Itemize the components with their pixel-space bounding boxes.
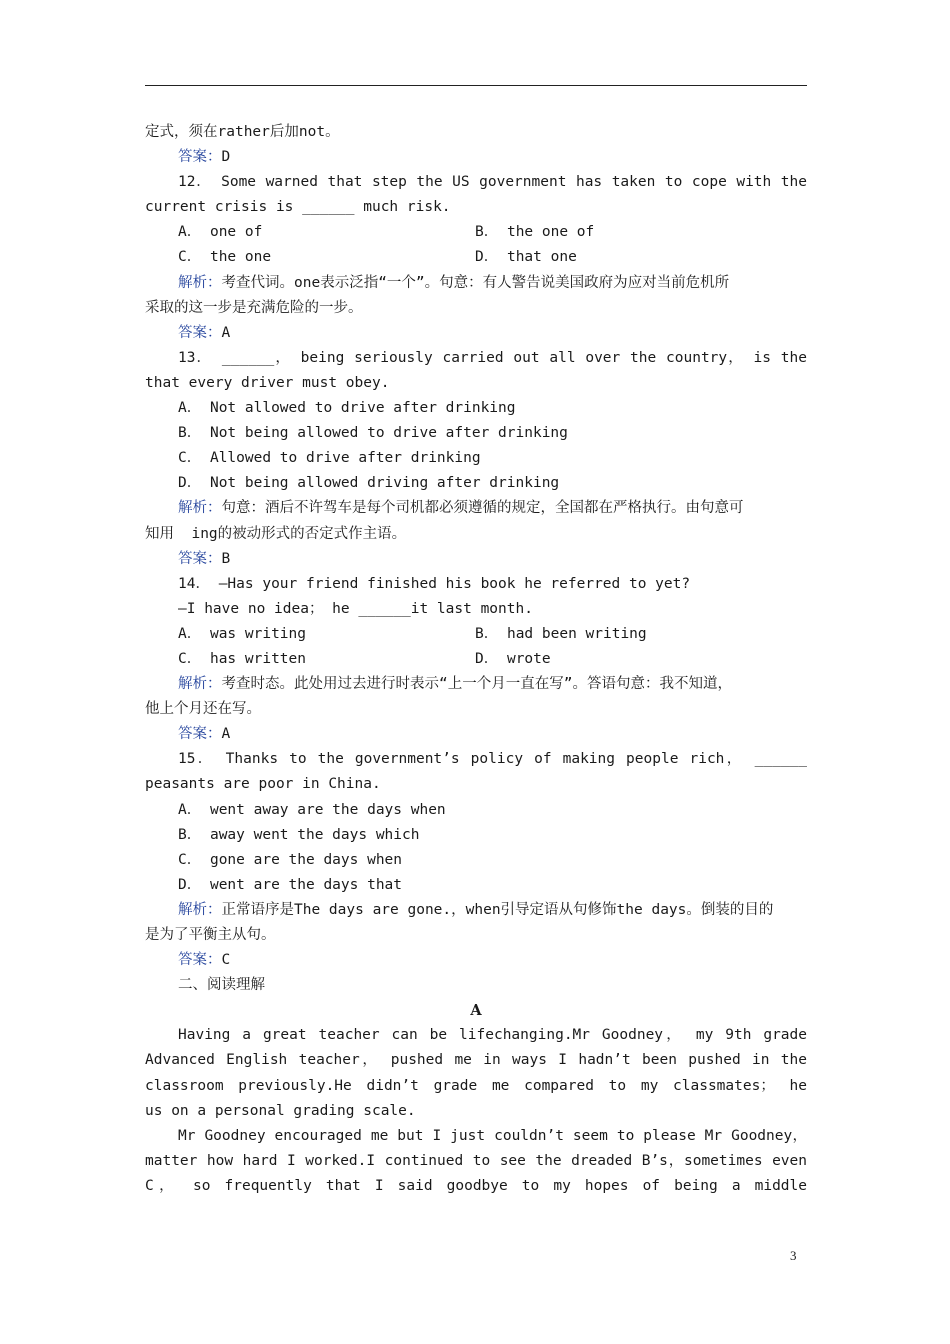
text-line: 14． —Has your friend finished his book he referred to yet? [178,575,691,592]
text-line: C． gone are the days when [178,851,403,868]
answer-line [145,948,807,973]
text-line: 12． Some warned that step the US government has taken to cope with the [178,174,807,191]
answer-label: 解析： [178,676,222,693]
section-heading: A [470,1002,482,1020]
answer-label: 答案： [178,726,222,743]
text-line: peasants are poor in China. [145,776,381,793]
text-line: A． went away are the days when [178,801,446,818]
answer-line [145,496,807,521]
answer-text: 考查时态。此处用过去进行时表示“上一个月一直在写”。答语句意：我不知道， [221,676,732,693]
text-line: B． Not being allowed to drive after drinking [178,425,568,442]
text-line: D． Not being allowed driving after drinking [178,475,560,492]
text-line: 二、阅读理解 [178,977,265,994]
answer-label: 解析： [178,274,222,291]
answer-text: A [221,726,231,743]
option-row [145,647,807,672]
answer-label: 解析： [178,500,222,517]
answer-label: 答案： [178,324,222,341]
answer-text: A [221,324,231,341]
answer-label: 解析： [178,901,222,918]
answer-line [145,898,807,923]
option-left: C． has written [178,650,306,667]
text-line: 13． ______， being seriously carried out all over the country， is the [178,349,807,366]
option-right: D． that one [475,249,577,266]
text-line: us on a personal grading scale. [145,1102,416,1119]
answer-label: 答案： [178,952,222,969]
text-line: Mr Goodney encouraged me but I just couldn’t seem to please Mr Goodney， [178,1127,807,1144]
answer-label: 答案： [178,149,222,166]
answer-line [145,145,807,170]
option-left: A． one of [178,224,263,241]
text-line: C． Allowed to drive after drinking [178,450,481,467]
answer-text: B [221,550,231,567]
text-line: 15． Thanks to the government’s policy of making people rich， ______ [178,751,807,768]
answer-label: 答案： [178,550,222,567]
text-line: 他上个月还在写。 [145,701,261,718]
option-row [145,220,807,245]
text-line: 是为了平衡主从句。 [145,927,276,943]
text-line: Having a great teacher can be lifechanging.Mr Goodney， my 9th grade [178,1027,807,1044]
text-line: —I have no idea； he ______it last month. [178,600,533,617]
answer-line [145,722,807,747]
answer-text: C [221,952,231,969]
document-body [145,120,807,1199]
text-line: C， so frequently that I said goodbye to my hopes of being a middle [145,1177,807,1194]
text-line: 知用 ing的被动形式的否定式作主语。 [145,525,407,542]
answer-text: 句意：酒后不许驾车是每个司机都必须遵循的规定，全国都在严格执行。由句意可 [221,500,744,517]
text-line: A． Not allowed to drive after drinking [178,400,516,417]
text-line: B． away went the days which [178,826,420,843]
answer-line [145,271,807,296]
option-right: D． wrote [475,650,551,667]
text-line: Advanced English teacher， pushed me in ways I hadn’t been pushed in the [145,1052,807,1069]
text-line: current crisis is ______ much risk. [145,199,451,216]
answer-text: 正常语序是The days are gone.，when引导定语从句修饰the days。倒装的目的 [221,901,774,918]
answer-line [145,672,807,697]
text-line: matter how hard I worked.I continued to see the dreaded B’s，sometimes even [145,1152,807,1169]
text-line: 采取的这一步是充满危险的一步。 [145,299,363,316]
page-number: 3 [790,1248,797,1263]
option-row [145,245,807,270]
option-left: C． the one [178,249,272,266]
text-line: classroom previously.He didn’t grade me compared to my classmates； he [145,1077,807,1094]
answer-text: D [221,149,231,166]
option-right: B． the one of [475,224,595,241]
text-line: D． went are the days that [178,876,403,893]
header-rule [145,85,807,86]
answer-line [145,547,807,572]
option-right: B． had been writing [475,625,647,642]
option-row [145,622,807,647]
text-line: 定式，须在rather后加not。 [145,124,340,140]
text-line: that every driver must obey. [145,374,390,391]
answer-text: 考查代词。one表示泛指“一个”。句意：有人警告说美国政府为应对当前危机所 [221,274,730,291]
answer-line [145,321,807,346]
option-left: A． was writing [178,625,306,642]
